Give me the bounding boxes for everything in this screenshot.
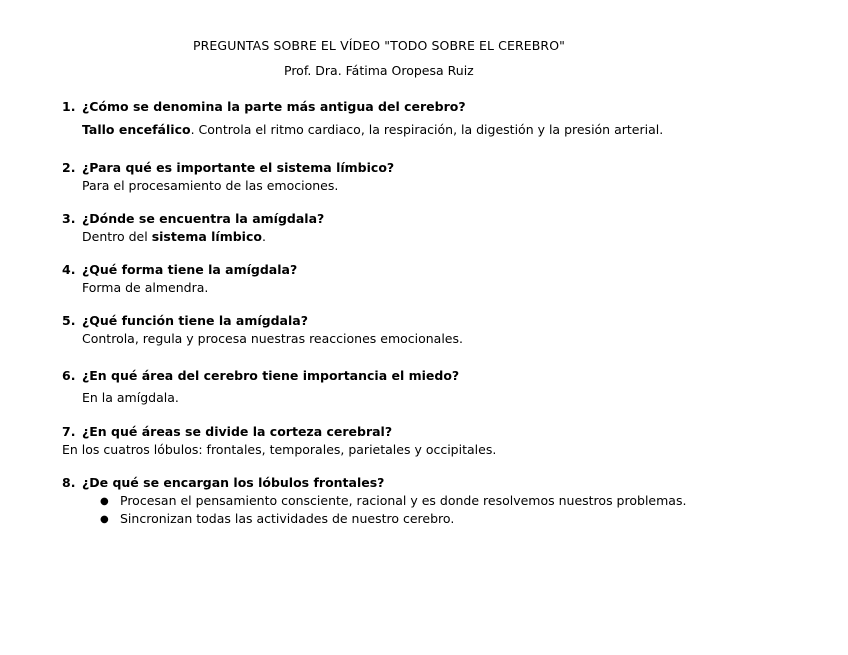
question-5 bbox=[62, 313, 308, 328]
question-text: ¿Qué forma tiene la amígdala? bbox=[82, 262, 298, 277]
question-number: 1. bbox=[62, 99, 76, 114]
document-author: Prof. Dra. Fátima Oropesa Ruiz bbox=[284, 63, 474, 78]
answer-4: Forma de almendra. bbox=[82, 280, 209, 295]
document-title: PREGUNTAS SOBRE EL VÍDEO "TODO SOBRE EL CEREBRO" bbox=[193, 38, 566, 53]
bullet-text: Sincronizan todas las actividades de nuestro cerebro. bbox=[120, 511, 455, 526]
answer-2: Para el procesamiento de las emociones. bbox=[82, 178, 339, 193]
question-text: ¿En qué área del cerebro tiene importancia el miedo? bbox=[82, 368, 460, 383]
question-number: 2. bbox=[62, 160, 76, 175]
question-8 bbox=[62, 475, 384, 490]
answer-1 bbox=[82, 122, 663, 137]
answer-5: Controla, regula y procesa nuestras reacciones emocionales. bbox=[82, 331, 463, 346]
answer-7: En los cuatros lóbulos: frontales, temporales, parietales y occipitales. bbox=[62, 442, 497, 457]
question-1 bbox=[62, 99, 466, 114]
question-number: 7. bbox=[62, 424, 76, 439]
bullet-dot-icon: ● bbox=[100, 496, 109, 507]
answer-8-bullet-2 bbox=[100, 511, 454, 526]
question-text: ¿Qué función tiene la amígdala? bbox=[82, 313, 308, 328]
question-text: ¿Para qué es importante el sistema límbico? bbox=[82, 160, 395, 175]
question-7 bbox=[62, 424, 392, 439]
question-number: 3. bbox=[62, 211, 76, 226]
question-number: 8. bbox=[62, 475, 76, 490]
answer-3 bbox=[82, 229, 266, 244]
answer-text-end: . bbox=[261, 229, 266, 244]
bullet-text: Procesan el pensamiento consciente, racional y es donde resolvemos nuestros problemas. bbox=[120, 493, 687, 508]
question-number: 4. bbox=[62, 262, 76, 277]
question-text: ¿De qué se encargan los lóbulos frontales? bbox=[82, 475, 385, 490]
answer-text: . Controla el ritmo cardiaco, la respiración, la digestión y la presión arterial. bbox=[190, 122, 664, 137]
question-2 bbox=[62, 160, 394, 175]
answer-6: En la amígdala. bbox=[82, 390, 179, 405]
question-6 bbox=[62, 368, 459, 383]
question-text: ¿Dónde se encuentra la amígdala? bbox=[82, 211, 325, 226]
bullet-dot-icon: ● bbox=[100, 514, 109, 525]
question-3 bbox=[62, 211, 324, 226]
answer-bold-term: Tallo encefálico bbox=[82, 122, 191, 137]
answer-8-bullet-1 bbox=[100, 493, 686, 508]
answer-bold-term: sistema límbico bbox=[151, 229, 262, 244]
question-number: 6. bbox=[62, 368, 76, 383]
question-text: ¿En qué áreas se divide la corteza cerebral? bbox=[82, 424, 393, 439]
question-4 bbox=[62, 262, 297, 277]
question-text: ¿Cómo se denomina la parte más antigua del cerebro? bbox=[82, 99, 466, 114]
question-number: 5. bbox=[62, 313, 76, 328]
answer-text: Dentro del bbox=[82, 229, 152, 244]
